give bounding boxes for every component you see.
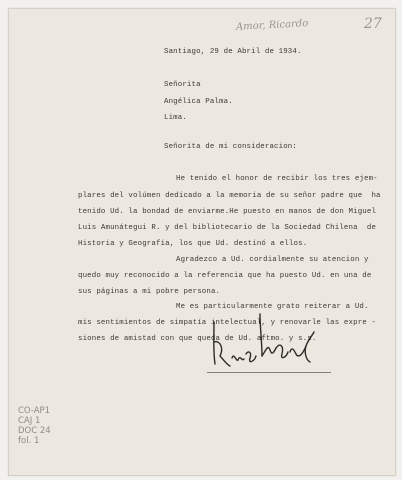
signature-underline bbox=[207, 372, 331, 373]
archive-code-line: DOC 24 bbox=[18, 426, 51, 436]
salutation: Señorita de mi consideracion: bbox=[164, 143, 297, 151]
paragraph-line: Me es particularmente grato reiterar a Ud. bbox=[176, 303, 369, 311]
date-line: Santiago, 29 de Abril de 1934. bbox=[164, 48, 302, 56]
paragraph-line: siones de amistad con que queda de Ud. aftmo. y s.s. bbox=[78, 335, 317, 343]
paragraph-line: mis sentimientos de simpatía intelectual, y renovarle las expre - bbox=[78, 319, 377, 327]
paragraph-line: Luis Amunátegui R. y del bibliotecario de la Sociedad Chilena de bbox=[78, 224, 377, 232]
paragraph-line: tenido Ud. la bondad de enviarme.He puesto en manos de don Miguel bbox=[78, 208, 377, 216]
paragraph-line: sus páginas a mi pobre persona. bbox=[78, 288, 221, 296]
archive-code-line: fol. 1 bbox=[18, 436, 40, 446]
archive-code-line: CAJ 1 bbox=[18, 416, 41, 426]
archive-name-annotation: Amor, Ricardo bbox=[235, 18, 309, 33]
paragraph-line: He tenido el honor de recibir los tres ejem- bbox=[176, 175, 378, 183]
recipient-line: Lima. bbox=[164, 114, 187, 122]
page-number: 27 bbox=[364, 16, 382, 32]
archive-codes bbox=[18, 406, 51, 446]
recipient-line: Señorita bbox=[164, 81, 201, 89]
recipient-line: Angélica Palma. bbox=[164, 98, 233, 106]
paragraph-line: Historia y Geografía, los que Ud. destinó a ellos. bbox=[78, 240, 308, 248]
paragraph-line: Agradezco a Ud. cordialmente su atencion y bbox=[176, 256, 369, 264]
handwritten-signature bbox=[208, 306, 318, 376]
archive-code-line: CO-AP1 bbox=[18, 406, 51, 416]
paragraph-line: quedo muy reconocido a la referencia que ha puesto Ud. en una de bbox=[78, 272, 372, 280]
paragraph-line: plares del volúmen dedicado a la memoria de su señor padre que ha bbox=[78, 192, 381, 200]
